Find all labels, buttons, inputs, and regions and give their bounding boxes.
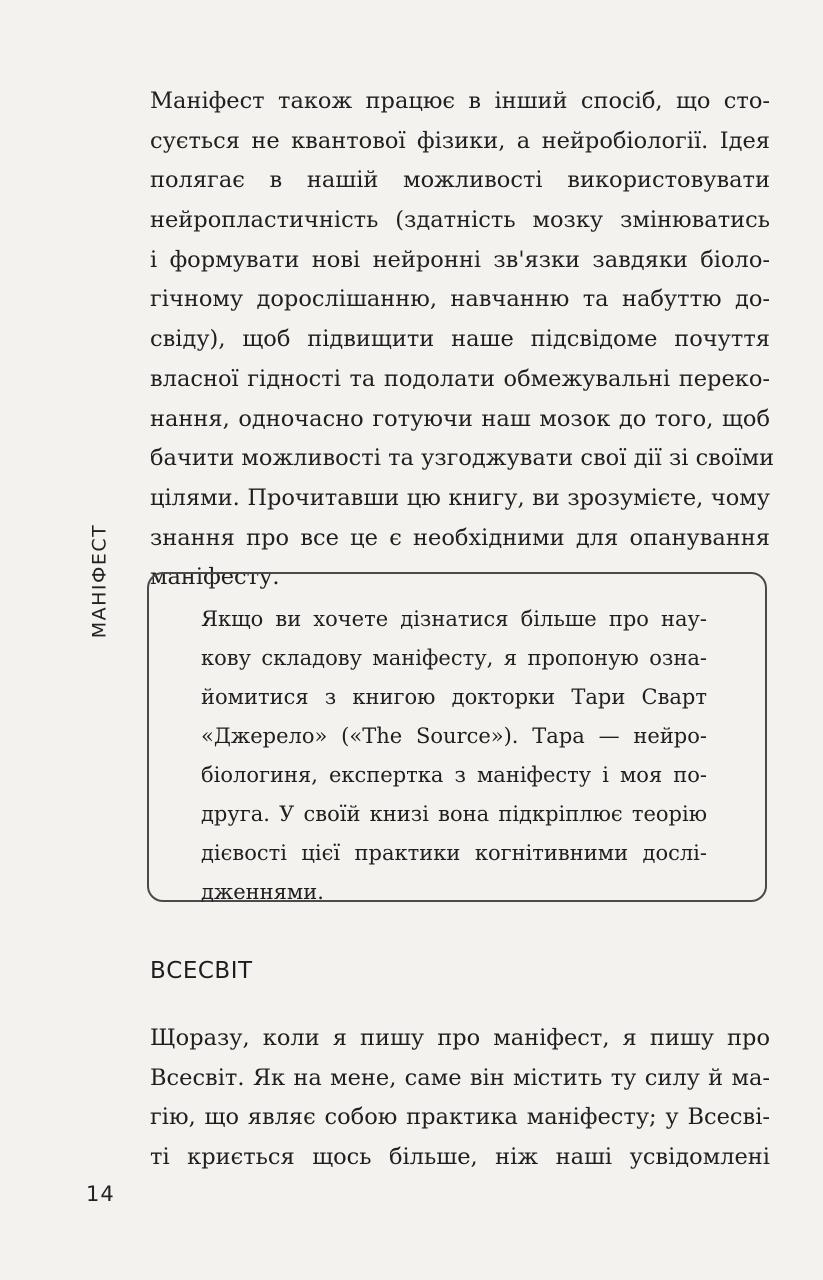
- text-line: Всесвіт. Як на мене, саме він містить ту силу й ма-: [150, 1064, 770, 1091]
- text-line: нання, одночасно готуючи наш мозок до того, щоб: [150, 405, 770, 432]
- text-line: цілями. Прочитавши цю книгу, ви зрозумієте, чому: [150, 484, 770, 511]
- text-line: маніфесту.: [150, 564, 280, 591]
- text-line: ті криється щось більше, ніж наші усвідомлені: [150, 1144, 770, 1171]
- text-line: гічному дорослішанню, навчанню та набуттю до-: [150, 286, 770, 313]
- callout-line: друга. У своїй книзі вона підкріплює теорію: [201, 802, 707, 826]
- text-line: Маніфест також працює в інший спосіб, що сто-: [150, 88, 770, 114]
- paragraph-neurobiology: [150, 82, 775, 598]
- page-number: 14: [86, 1182, 115, 1206]
- text-line: власної гідності та подолати обмежувальні переко-: [150, 365, 770, 392]
- text-line: бачити можливості та узгоджувати свої дії зі своїми: [150, 445, 775, 472]
- callout-box: [147, 572, 767, 902]
- callout-line: Якщо ви хочете дізнатися більше про нау-: [201, 607, 707, 631]
- text-line: Щоразу, коли я пишу про маніфест, я пишу про: [150, 1025, 770, 1051]
- text-line: сується не квантової фізики, а нейробіології. Ідея: [150, 127, 770, 154]
- callout-line: дієвості цієї практики когнітивними дослі-: [201, 841, 707, 865]
- paragraph-universe: [150, 1019, 770, 1178]
- callout-line: дженнями.: [201, 880, 324, 904]
- callout-line: біологиня, експертка з маніфесту і моя по-: [201, 763, 707, 787]
- text-line: і формувати нові нейронні зв'язки завдяки біоло-: [150, 246, 770, 273]
- running-head-text: МАНІФЕСТ: [88, 523, 111, 639]
- text-line: полягає в нашій можливості використовувати: [150, 167, 770, 194]
- text-line: гію, що являє собою практика маніфесту; у Всесві-: [150, 1104, 770, 1131]
- callout-line: кову складову маніфесту, я пропоную озна-: [201, 646, 707, 670]
- running-head: [80, 523, 118, 639]
- callout-line: «Джерело» («The Source»). Тара — нейро-: [201, 724, 707, 748]
- callout-text: [201, 600, 707, 912]
- text-line: нейропластичність (здатність мозку змінюватись: [150, 207, 770, 234]
- text-line: свіду), щоб підвищити наше підсвідоме почуття: [150, 326, 770, 353]
- section-title: ВСЕСВІТ: [150, 958, 253, 984]
- callout-line: йомитися з книгою докторки Тари Сварт: [201, 685, 707, 709]
- text-line: знання про все це є необхідними для опанування: [150, 524, 770, 551]
